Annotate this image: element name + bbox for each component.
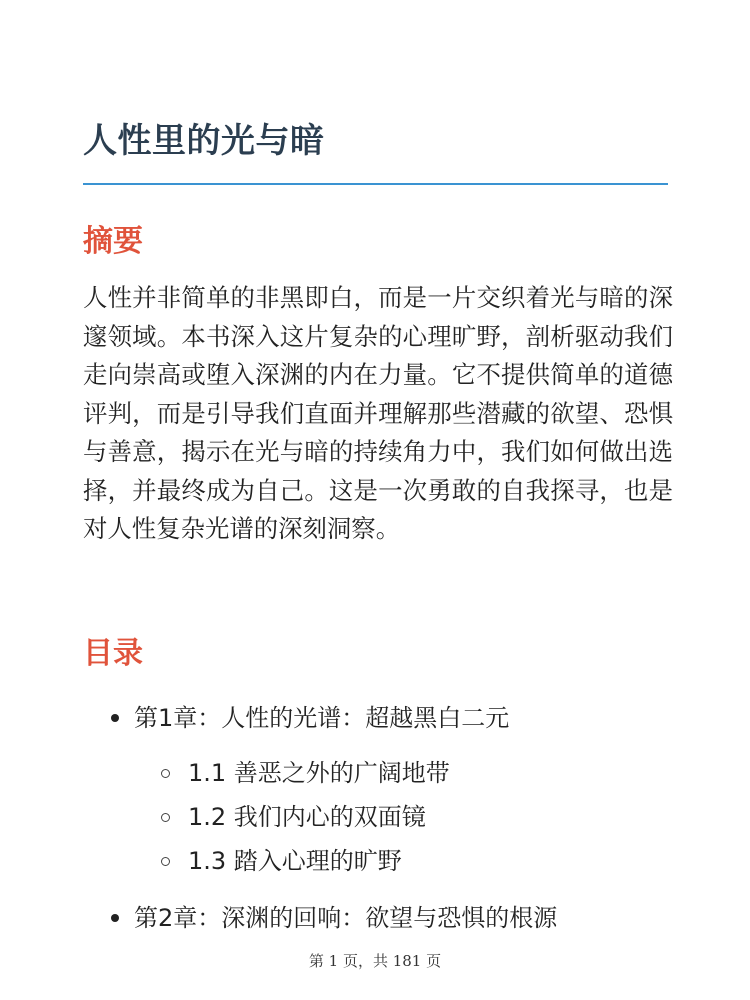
toc-chapter-2[interactable]: 第2章：深渊的回响：欲望与恐惧的根源 <box>134 904 558 932</box>
page-footer: 第 1 页，共 181 页 <box>308 952 442 970</box>
bullet-circle-icon <box>161 813 170 822</box>
toc-heading: 目录 <box>83 636 143 671</box>
page-title: 人性里的光与暗 <box>83 121 325 161</box>
abstract-heading: 摘要 <box>83 224 143 259</box>
bullet-disc-icon <box>111 914 119 922</box>
bullet-circle-icon <box>161 769 170 778</box>
toc-section-1-1[interactable]: 1.1 善恶之外的广阔地带 <box>188 759 450 787</box>
title-divider <box>83 183 668 185</box>
toc-section-1-3[interactable]: 1.3 踏入心理的旷野 <box>188 847 402 875</box>
abstract-paragraph: 人性并非简单的非黑即白，而是一片交织着光与暗的深邃领域。本书深入这片复杂的心理旷野，剖析驱动我们走向崇高或堕入深渊的内在力量。它不提供简单的道德评判，而是引导我们直面并理解那些潜藏的欲望、恐惧与善意，揭示在光与暗的持续角力中，我们如何做出选择，并最终成为自己。这是一次勇敢的自我探寻，也是对人性复杂光谱的深刻洞察。 <box>83 283 673 543</box>
toc-section-1-2[interactable]: 1.2 我们内心的双面镜 <box>188 803 426 831</box>
bullet-disc-icon <box>111 714 119 722</box>
bullet-circle-icon <box>161 857 170 866</box>
toc-chapter-1[interactable]: 第1章：人性的光谱：超越黑白二元 <box>134 704 510 732</box>
